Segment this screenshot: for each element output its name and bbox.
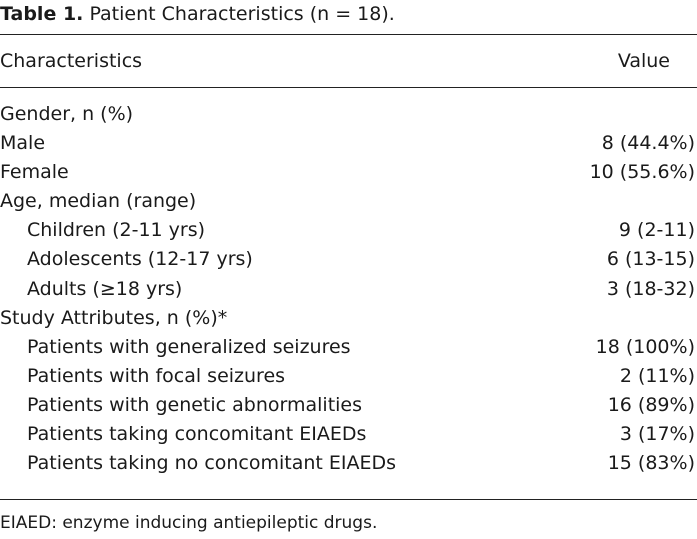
table-row bbox=[0, 129, 697, 158]
row-value: 2 (11%) bbox=[619, 364, 695, 387]
header-value: Value bbox=[617, 50, 670, 72]
row-label: Patients with genetic abnormalities bbox=[27, 393, 363, 416]
bottom-rule bbox=[0, 499, 697, 500]
row-label: Children (2-11 yrs) bbox=[27, 219, 206, 242]
row-label: Study Attributes, n (%)* bbox=[0, 306, 228, 329]
row-value: 3 (17%) bbox=[619, 423, 695, 446]
row-value: 10 (55.6%) bbox=[589, 161, 695, 184]
row-label: Adults (≥18 yrs) bbox=[27, 277, 183, 300]
table-header-row bbox=[0, 44, 697, 78]
table-row bbox=[0, 216, 697, 245]
header-rule bbox=[0, 87, 697, 88]
table-caption-text: Patient Characteristics (n = 18). bbox=[89, 3, 395, 25]
row-label: Patients taking no concomitant EIAEDs bbox=[27, 452, 397, 475]
table-row bbox=[0, 449, 697, 478]
table-row bbox=[0, 362, 697, 391]
table-caption-label: Table 1. bbox=[0, 3, 84, 25]
row-value: 16 (89%) bbox=[607, 393, 695, 416]
row-value: 15 (83%) bbox=[607, 452, 695, 475]
row-value: 6 (13-15) bbox=[606, 248, 695, 271]
table-footnote: EIAED: enzyme inducing antiepileptic drugs. bbox=[0, 513, 378, 533]
table-row bbox=[0, 275, 697, 304]
table-row bbox=[0, 245, 697, 274]
top-rule bbox=[0, 34, 697, 35]
row-label: Male bbox=[0, 132, 46, 155]
table-row bbox=[0, 333, 697, 362]
table-row bbox=[0, 158, 697, 187]
table-row bbox=[0, 187, 697, 216]
table-caption bbox=[0, 0, 395, 28]
row-label: Age, median (range) bbox=[0, 190, 197, 213]
row-value: 8 (44.4%) bbox=[601, 132, 695, 155]
row-label: Patients with focal seizures bbox=[27, 364, 286, 387]
row-value: 3 (18-32) bbox=[606, 277, 695, 300]
row-label: Patients with generalized seizures bbox=[27, 335, 351, 358]
row-value: 18 (100%) bbox=[595, 335, 695, 358]
row-label: Patients taking concomitant EIAEDs bbox=[27, 423, 367, 446]
table-row bbox=[0, 100, 697, 129]
row-label: Adolescents (12-17 yrs) bbox=[27, 248, 253, 271]
row-label: Gender, n (%) bbox=[0, 103, 134, 125]
table-row bbox=[0, 420, 697, 449]
row-value: 9 (2-11) bbox=[618, 219, 695, 242]
table-row bbox=[0, 391, 697, 420]
table-body bbox=[0, 100, 697, 478]
table-row bbox=[0, 304, 697, 333]
header-characteristics: Characteristics bbox=[0, 50, 143, 72]
row-label: Female bbox=[0, 161, 69, 184]
